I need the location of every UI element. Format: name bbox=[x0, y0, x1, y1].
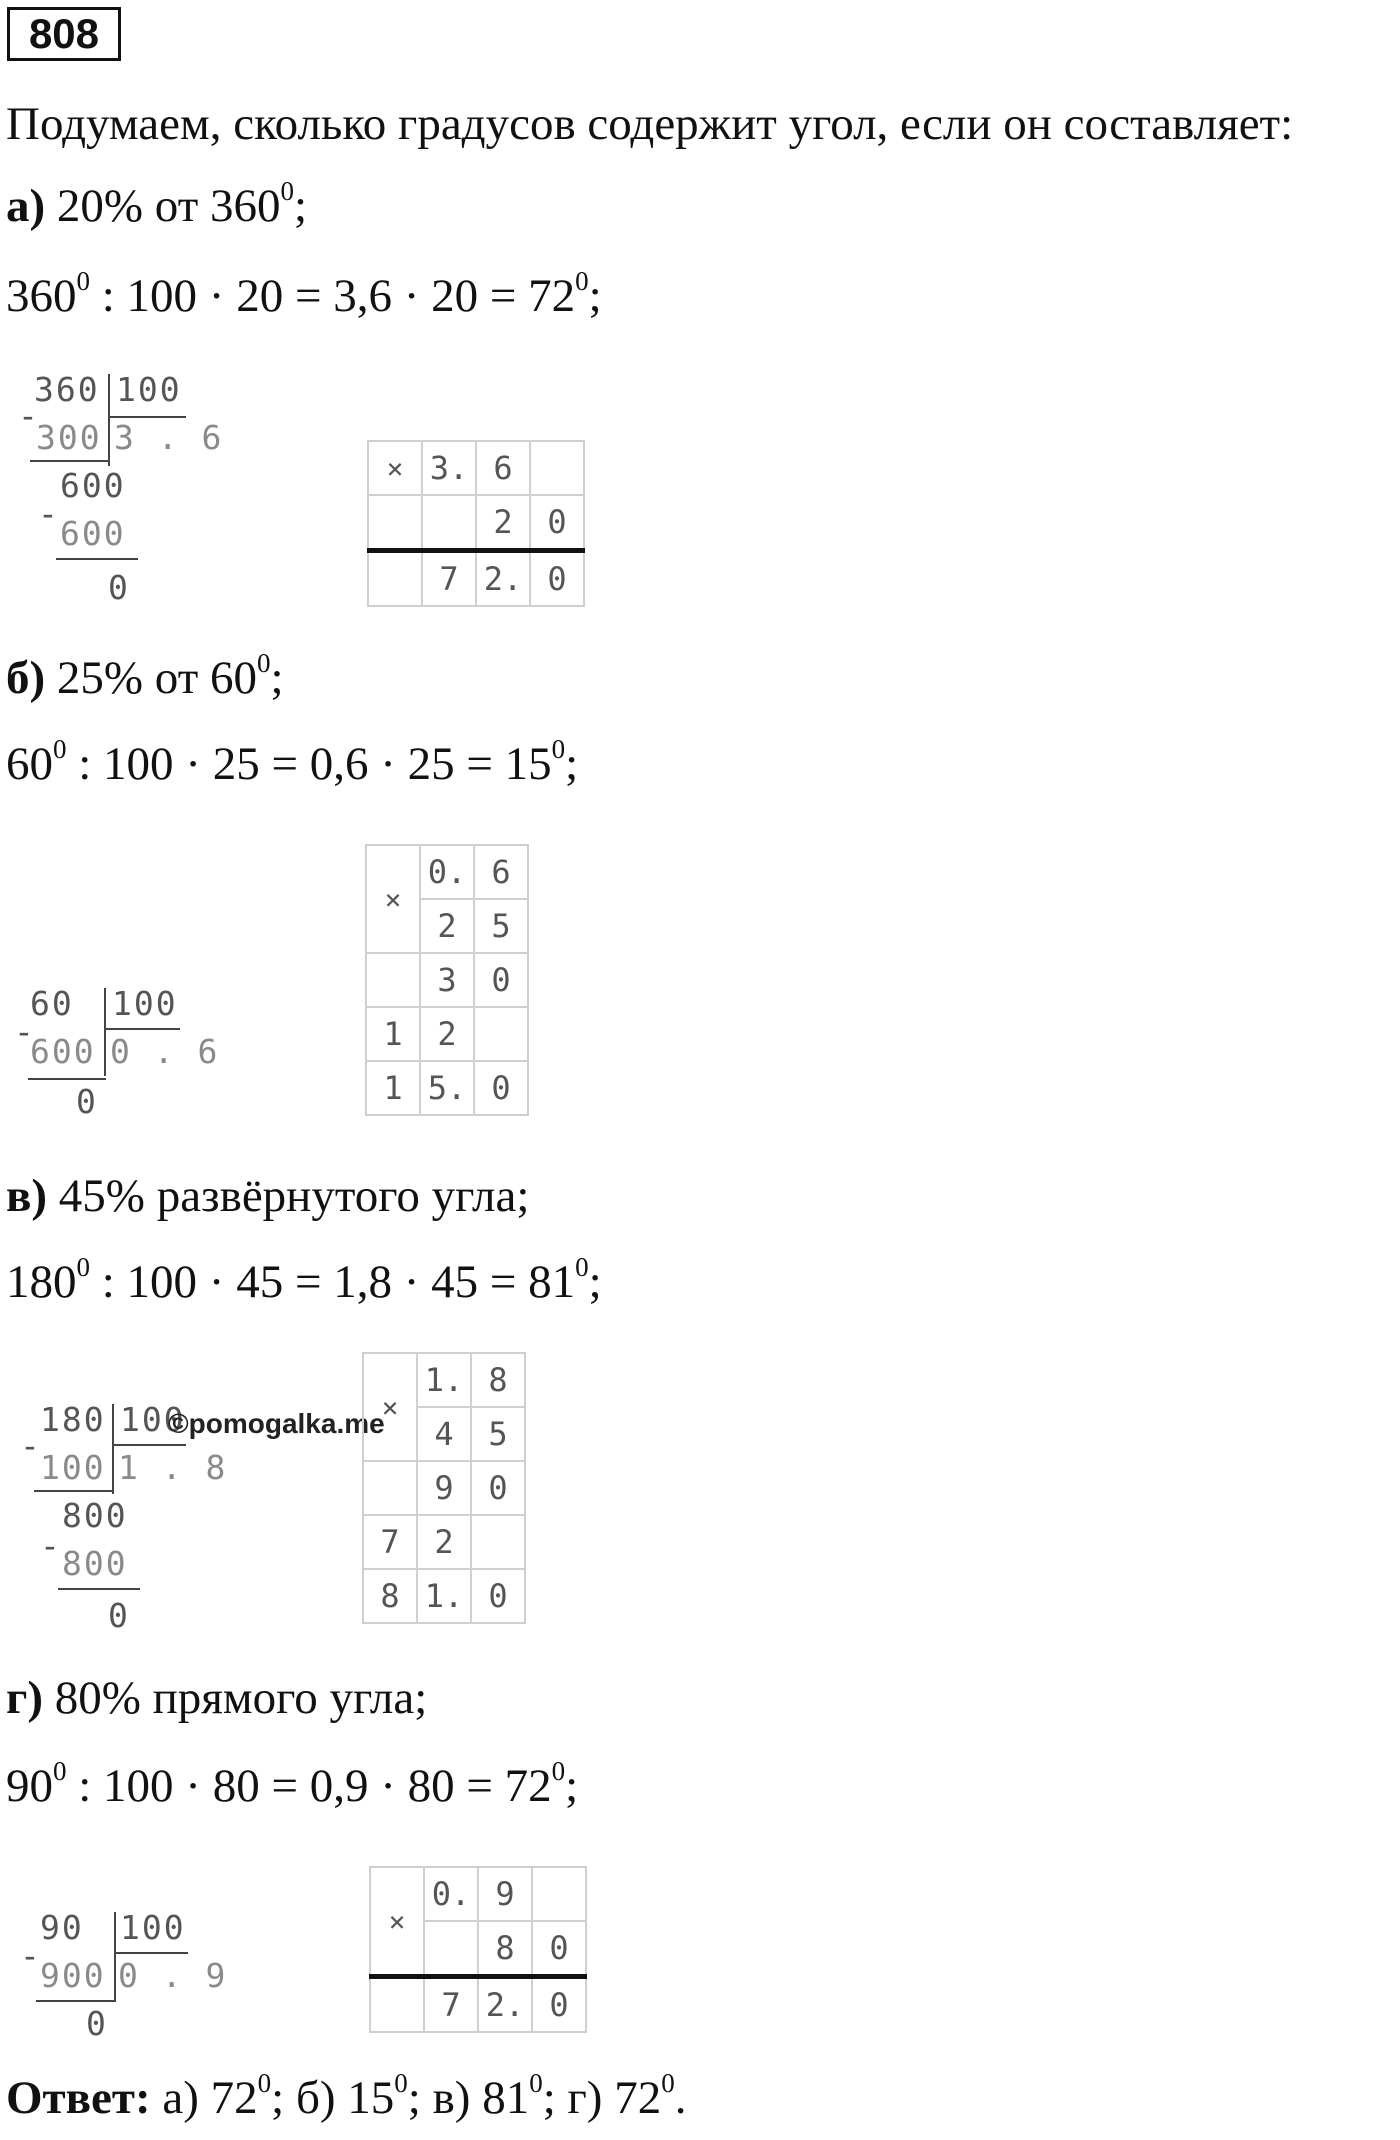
intro-text: Подумаем, сколько градусов содержит угол, если он составляет: bbox=[6, 98, 1294, 150]
part-g-multiplication bbox=[369, 1866, 587, 2033]
degree-mark: 0 bbox=[257, 2068, 272, 2099]
part-b-condition bbox=[6, 650, 284, 706]
degree-mark: 0 bbox=[76, 266, 90, 297]
digit-cell: 2. bbox=[476, 551, 530, 607]
digit-cell: 0 bbox=[532, 1921, 586, 1977]
digit-cell bbox=[368, 495, 422, 551]
digit-cell bbox=[422, 495, 476, 551]
digit-cell: 4 bbox=[417, 1407, 471, 1461]
division-rule bbox=[58, 1588, 140, 1590]
answer-value: 81 bbox=[482, 2072, 530, 2124]
minus-sign: - bbox=[20, 1936, 42, 1975]
digit-cell: 2 bbox=[476, 495, 530, 551]
degree-mark: 0 bbox=[575, 1252, 589, 1283]
divisor: 100 bbox=[116, 370, 182, 409]
degree-mark: 0 bbox=[394, 2068, 408, 2099]
digit-cell bbox=[366, 953, 420, 1007]
part-a-multiplication bbox=[367, 440, 585, 607]
quotient: 3 . 6 bbox=[114, 418, 224, 457]
minus-sign: - bbox=[38, 494, 60, 533]
dividend: 90 bbox=[40, 1908, 84, 1947]
digit-cell: 5 bbox=[474, 899, 528, 953]
final-remainder: 0 bbox=[108, 1596, 130, 1635]
answer-value: 72 bbox=[210, 2072, 258, 2124]
part-v-multiplication bbox=[362, 1352, 526, 1624]
problem-number: 808 bbox=[7, 7, 121, 61]
divisor: 100 bbox=[120, 1908, 186, 1947]
minus-sign: - bbox=[14, 1012, 36, 1051]
final-remainder: 0 bbox=[108, 568, 130, 607]
degree-mark: 0 bbox=[551, 1756, 566, 1787]
quotient: 1 . 8 bbox=[118, 1448, 228, 1487]
dividend: 360 bbox=[34, 370, 100, 409]
answer-value: 72 bbox=[614, 2072, 662, 2124]
digit-cell: 7 bbox=[424, 1977, 478, 2033]
digit-cell: 0. bbox=[424, 1867, 478, 1921]
digit-cell: 0 bbox=[471, 1461, 525, 1515]
division-bracket bbox=[112, 1444, 186, 1446]
part-a-condition bbox=[6, 178, 307, 234]
times-sign: × bbox=[363, 1353, 417, 1461]
dividend: 60 bbox=[30, 984, 74, 1023]
answer-item-label: г) bbox=[555, 2072, 615, 2124]
subtrahend: 100 bbox=[40, 1448, 106, 1487]
digit-cell bbox=[532, 1867, 586, 1921]
degree-mark: 0 bbox=[529, 2068, 543, 2099]
part-g-condition-text: 80% прямого угла; bbox=[54, 1672, 428, 1724]
part-v-formula bbox=[6, 1254, 602, 1310]
degree-mark: 0 bbox=[661, 2068, 675, 2099]
watermark: ©pomogalka.me bbox=[168, 1408, 385, 1439]
part-a-formula bbox=[6, 268, 602, 324]
digit-cell bbox=[368, 551, 422, 607]
division-rule bbox=[34, 1490, 114, 1492]
minus-sign: - bbox=[18, 396, 40, 435]
formula-term: ; bbox=[588, 270, 602, 322]
digit-cell: 1. bbox=[417, 1353, 471, 1407]
digit-cell bbox=[530, 441, 584, 495]
digit-cell: 0 bbox=[532, 1977, 586, 2033]
degree-mark: 0 bbox=[551, 734, 566, 765]
digit-cell: 0 bbox=[530, 495, 584, 551]
minus-sign: - bbox=[40, 1526, 62, 1565]
digit-cell bbox=[471, 1515, 525, 1569]
digit-cell: 1 bbox=[366, 1061, 420, 1115]
digit-cell: 2 bbox=[417, 1515, 471, 1569]
digit-cell bbox=[424, 1921, 478, 1977]
formula-term: : 100 · 45 = 1,8 · 45 = 81 bbox=[90, 1256, 576, 1308]
degree-mark: 0 bbox=[280, 176, 294, 207]
digit-cell: 6 bbox=[476, 441, 530, 495]
remainder: 600 bbox=[60, 466, 126, 505]
answer-separator: . bbox=[674, 2072, 687, 2124]
degree-mark: 0 bbox=[256, 648, 271, 679]
formula-term: 60 bbox=[6, 738, 53, 790]
remainder: 800 bbox=[62, 1496, 128, 1535]
division-rule bbox=[28, 1078, 106, 1080]
digit-cell: 1 bbox=[366, 1007, 420, 1061]
digit-cell: 0 bbox=[474, 953, 528, 1007]
answer-line bbox=[6, 2070, 686, 2126]
times-sign: × bbox=[368, 441, 422, 495]
digit-cell: 9 bbox=[417, 1461, 471, 1515]
digit-cell: 8 bbox=[478, 1921, 532, 1977]
formula-term: ; bbox=[565, 1760, 579, 1812]
digit-cell: 0. bbox=[420, 845, 474, 899]
part-g-condition bbox=[6, 1670, 427, 1726]
digit-cell: 0 bbox=[474, 1061, 528, 1115]
division-rule bbox=[56, 558, 138, 560]
degree-mark: 0 bbox=[53, 1756, 67, 1787]
times-sign: × bbox=[366, 845, 420, 953]
digit-cell: 8 bbox=[363, 1569, 417, 1623]
answer-item-label: а) bbox=[150, 2072, 211, 2124]
degree-mark: 0 bbox=[575, 266, 589, 297]
part-b-label: б) bbox=[6, 652, 46, 704]
subtrahend: 600 bbox=[30, 1032, 96, 1071]
degree-mark: 0 bbox=[76, 1252, 90, 1283]
formula-term: : 100 · 25 = 0,6 · 25 = 15 bbox=[66, 738, 552, 790]
quotient: 0 . 9 bbox=[118, 1956, 228, 1995]
part-b-multiplication bbox=[365, 844, 529, 1116]
division-bracket bbox=[104, 988, 106, 1076]
answer-item-label: в) bbox=[420, 2072, 483, 2124]
divisor: 100 bbox=[112, 984, 178, 1023]
answer-separator: ; bbox=[407, 2072, 421, 2124]
digit-cell: 2 bbox=[420, 1007, 474, 1061]
digit-cell: 9 bbox=[478, 1867, 532, 1921]
division-bracket bbox=[112, 1404, 114, 1494]
formula-term: 180 bbox=[6, 1256, 77, 1308]
formula-term: : 100 · 20 = 3,6 · 20 = 72 bbox=[90, 270, 576, 322]
digit-cell: 2 bbox=[420, 899, 474, 953]
subtrahend: 300 bbox=[36, 418, 102, 457]
answer-label: Ответ: bbox=[6, 2072, 151, 2124]
digit-cell: 0 bbox=[530, 551, 584, 607]
digit-cell: 7 bbox=[363, 1515, 417, 1569]
answer-separator: ; bbox=[542, 2072, 556, 2124]
division-rule bbox=[30, 460, 110, 462]
division-bracket bbox=[114, 1952, 188, 1954]
subtrahend: 900 bbox=[40, 1956, 106, 1995]
formula-term: : 100 · 80 = 0,9 · 80 = 72 bbox=[66, 1760, 552, 1812]
part-v-condition-text: 45% развёрнутого угла; bbox=[58, 1170, 530, 1222]
degree-mark: 0 bbox=[53, 734, 67, 765]
part-g-formula bbox=[6, 1758, 578, 1814]
minus-sign: - bbox=[20, 1426, 42, 1465]
formula-term: ; bbox=[588, 1256, 602, 1308]
final-remainder: 0 bbox=[76, 1082, 98, 1121]
subtrahend: 600 bbox=[60, 514, 126, 553]
part-b-formula bbox=[6, 736, 578, 792]
times-sign: × bbox=[370, 1867, 424, 1977]
part-b-condition-tail: ; bbox=[270, 652, 284, 704]
part-b-condition-text: 25% от 60 bbox=[56, 652, 257, 704]
division-bracket bbox=[108, 416, 186, 418]
part-a-label: а) bbox=[6, 180, 46, 232]
subtrahend: 800 bbox=[62, 1544, 128, 1583]
digit-cell bbox=[370, 1977, 424, 2033]
digit-cell: 0 bbox=[471, 1569, 525, 1623]
digit-cell bbox=[474, 1007, 528, 1061]
digit-cell: 8 bbox=[471, 1353, 525, 1407]
answer-separator: ; bbox=[271, 2072, 285, 2124]
digit-cell: 1. bbox=[417, 1569, 471, 1623]
quotient: 0 . 6 bbox=[110, 1032, 220, 1071]
part-v-label: в) bbox=[6, 1170, 48, 1222]
digit-cell: 3 bbox=[420, 953, 474, 1007]
digit-cell: 2. bbox=[478, 1977, 532, 2033]
division-bracket bbox=[104, 1028, 180, 1030]
answer-item-label: б) bbox=[284, 2072, 348, 2124]
part-g-label: г) bbox=[6, 1672, 43, 1724]
digit-cell: 6 bbox=[474, 845, 528, 899]
digit-cell: 3. bbox=[422, 441, 476, 495]
division-bracket bbox=[114, 1912, 116, 2000]
formula-term: ; bbox=[565, 738, 579, 790]
division-rule bbox=[36, 2000, 116, 2002]
answer-value: 15 bbox=[347, 2072, 395, 2124]
division-bracket bbox=[108, 374, 110, 466]
part-a-condition-text: 20% от 360 bbox=[56, 180, 281, 232]
digit-cell: 5 bbox=[471, 1407, 525, 1461]
digit-cell: 7 bbox=[422, 551, 476, 607]
formula-term: 90 bbox=[6, 1760, 53, 1812]
part-v-condition bbox=[6, 1168, 529, 1224]
digit-cell bbox=[363, 1461, 417, 1515]
part-a-condition-tail: ; bbox=[293, 180, 308, 232]
formula-term: 360 bbox=[6, 270, 77, 322]
divisor: 100 bbox=[120, 1400, 186, 1439]
final-remainder: 0 bbox=[86, 2004, 108, 2043]
dividend: 180 bbox=[40, 1400, 106, 1439]
digit-cell: 5. bbox=[420, 1061, 474, 1115]
